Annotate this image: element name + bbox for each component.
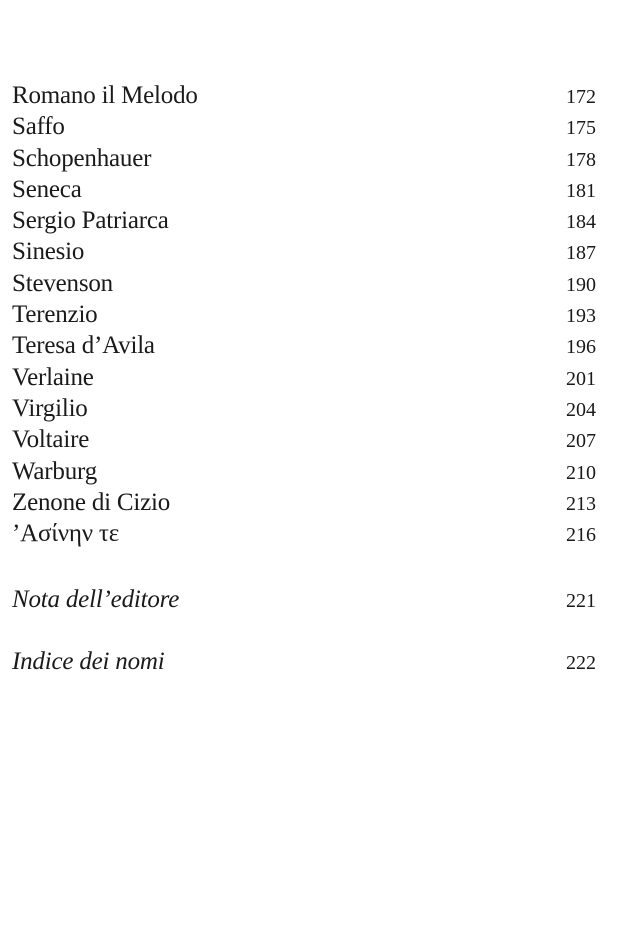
table-of-contents (12, 80, 596, 549)
toc-entry (12, 299, 596, 330)
toc-entry (12, 268, 596, 299)
toc-entry-page: 178 (566, 148, 596, 171)
toc-entry-page: 181 (566, 179, 596, 202)
toc-entry-page: 213 (566, 492, 596, 515)
toc-entry (12, 174, 596, 205)
toc-entry (12, 393, 596, 424)
toc-entry-title: Teresa d’Avila (12, 332, 155, 360)
toc-entry-page: 222 (566, 652, 596, 674)
toc-entry-page: 190 (566, 273, 596, 296)
toc-entry-title: ’Ασίνην τε (12, 520, 120, 548)
toc-entry-page: 221 (566, 590, 596, 612)
toc-entry (12, 584, 596, 615)
toc-entry-page: 210 (566, 461, 596, 484)
toc-entry (12, 487, 596, 518)
toc-entry-title: Romano il Melodo (12, 82, 198, 109)
toc-entry-title: Zenone di Cizio (12, 488, 171, 516)
toc-entry-title: Seneca (12, 175, 82, 203)
toc-entry (12, 330, 596, 361)
toc-entry-title: Saffo (12, 113, 65, 141)
toc-entry-title: Nota dell’editore (12, 586, 180, 613)
toc-entry (12, 143, 596, 174)
toc-entry-page: 187 (566, 242, 596, 265)
toc-entry (12, 205, 596, 236)
toc-entry-title: Schopenhauer (12, 144, 152, 172)
toc-entry-title: Indice dei nomi (12, 648, 165, 675)
toc-entry (12, 111, 596, 142)
toc-entry (12, 236, 596, 267)
toc-entry (12, 80, 596, 111)
toc-appendix-editor-note (12, 584, 596, 615)
toc-entry (12, 518, 596, 549)
toc-entry-page: 207 (566, 430, 596, 453)
toc-entry-page: 193 (566, 305, 596, 328)
toc-entry-title: Stevenson (12, 269, 113, 297)
toc-entry-page: 204 (566, 398, 596, 421)
toc-entry-title: Warburg (12, 457, 97, 485)
toc-entry-page: 216 (566, 524, 596, 547)
toc-entry (12, 646, 596, 677)
toc-entry-page: 184 (566, 211, 596, 234)
toc-entry-title: Verlaine (12, 363, 94, 391)
toc-entry (12, 424, 596, 455)
toc-entry-title: Sinesio (12, 238, 85, 266)
toc-entry-title: Sergio Patriarca (12, 207, 169, 235)
toc-entry-title: Terenzio (12, 301, 98, 329)
toc-entry-page: 172 (566, 86, 596, 108)
toc-entry-page: 196 (566, 336, 596, 359)
toc-entry-page: 201 (566, 367, 596, 390)
toc-entry-title: Virgilio (12, 394, 88, 422)
toc-entry (12, 362, 596, 393)
toc-appendix-name-index (12, 646, 596, 677)
toc-entry (12, 456, 596, 487)
toc-entry-title: Voltaire (12, 426, 90, 454)
toc-entry-page: 175 (566, 117, 596, 140)
